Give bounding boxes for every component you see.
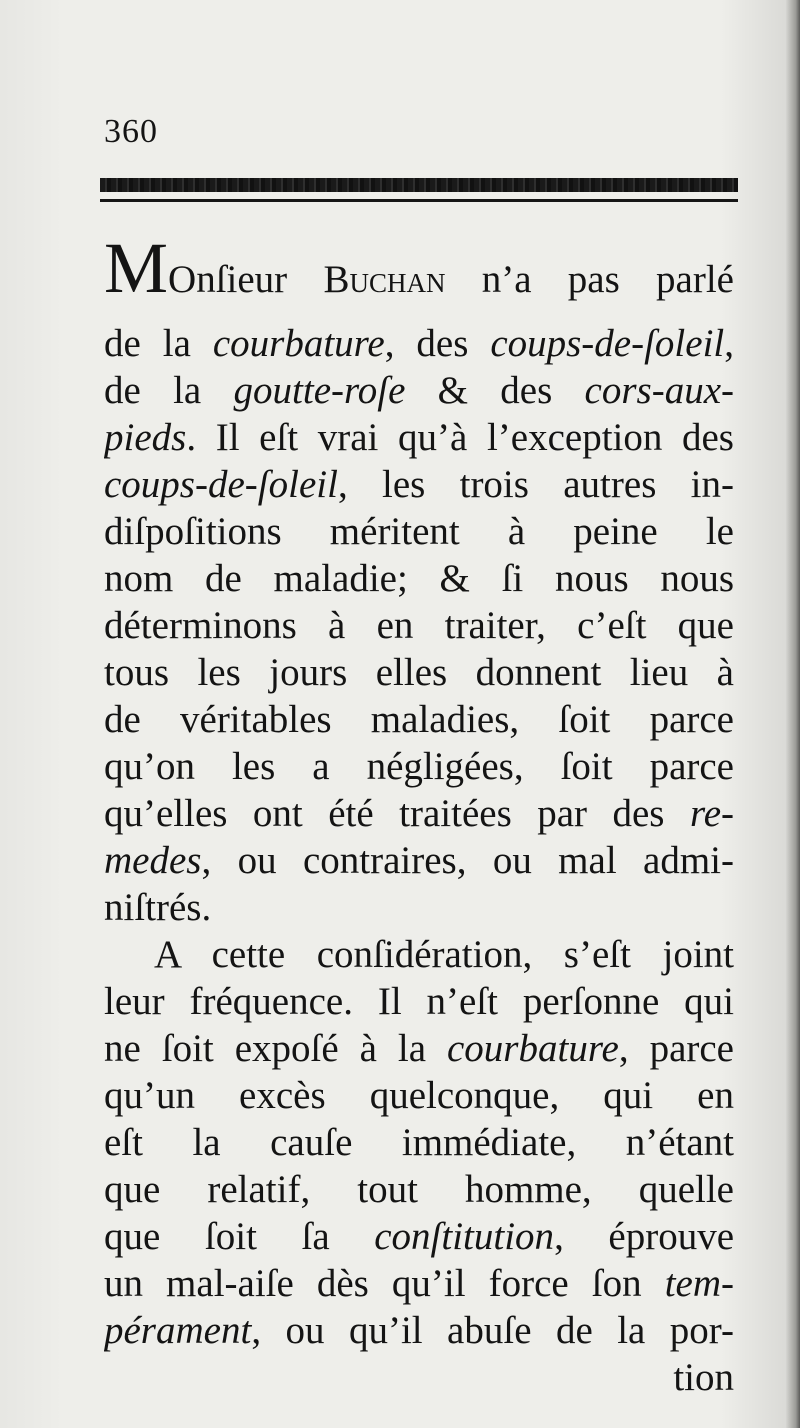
body-text <box>104 232 734 1401</box>
text-line-14: niſtrés. <box>104 886 212 929</box>
text-line-15: A cette conſidération, s’eſt joint <box>154 933 734 976</box>
text-line-12: qu’elles ont été traitées par des re- <box>104 792 734 835</box>
text-line-11: qu’on les a négligées, ſoit parce <box>104 745 734 788</box>
author-name: Buchan <box>323 258 446 301</box>
text-line-23: pérament, ou qu’il abuſe de la por- <box>104 1309 734 1352</box>
page-binding-edge <box>786 0 800 1428</box>
text-line-16: leur fréquence. Il n’eſt perſonne qui <box>104 980 734 1023</box>
text-line-22: un mal-aiſe dès qu’il force ſon tem- <box>104 1262 734 1305</box>
text-line-8: déterminons à en traiter, c’eſt que <box>104 604 734 647</box>
drop-capital: M <box>104 232 169 308</box>
header-rule-ornamental <box>100 178 738 192</box>
text-line-13: medes, ou contraires, ou mal admi- <box>104 839 734 882</box>
text-line-10: de véritables maladies, ſoit parce <box>104 698 734 741</box>
text-line-3: de la goutte-roſe & des cors-aux- <box>104 369 734 412</box>
text-line-17: ne ſoit expoſé à la courbature, parce <box>104 1027 734 1070</box>
text-line-2: de la courbature, des coups-de-ſoleil, <box>104 322 734 365</box>
text-line-18: qu’un excès quelconque, qui en <box>104 1074 734 1117</box>
header-rule-thin <box>100 199 738 202</box>
text-line-6: diſpoſitions méritent à peine le <box>104 510 734 553</box>
text-line-20: que relatif, tout homme, quelle <box>104 1168 734 1211</box>
text-line-19: eſt la cauſe immédiate, n’étant <box>104 1121 734 1164</box>
text-line-4: pieds. Il eſt vrai qu’à l’exception des <box>104 416 734 459</box>
page-number: 360 <box>104 113 158 150</box>
text-line-7: nom de maladie; & ſi nous nous <box>104 557 734 600</box>
text-line-9: tous les jours elles donnent lieu à <box>104 651 734 694</box>
text-line-21: que ſoit ſa conſtitution, éprouve <box>104 1215 734 1258</box>
text-line-1: MOnſieur Buchan n’a pas parlé <box>104 232 734 320</box>
catchword: tion <box>673 1356 734 1399</box>
text-line-5: coups-de-ſoleil, les trois autres in- <box>104 463 734 506</box>
